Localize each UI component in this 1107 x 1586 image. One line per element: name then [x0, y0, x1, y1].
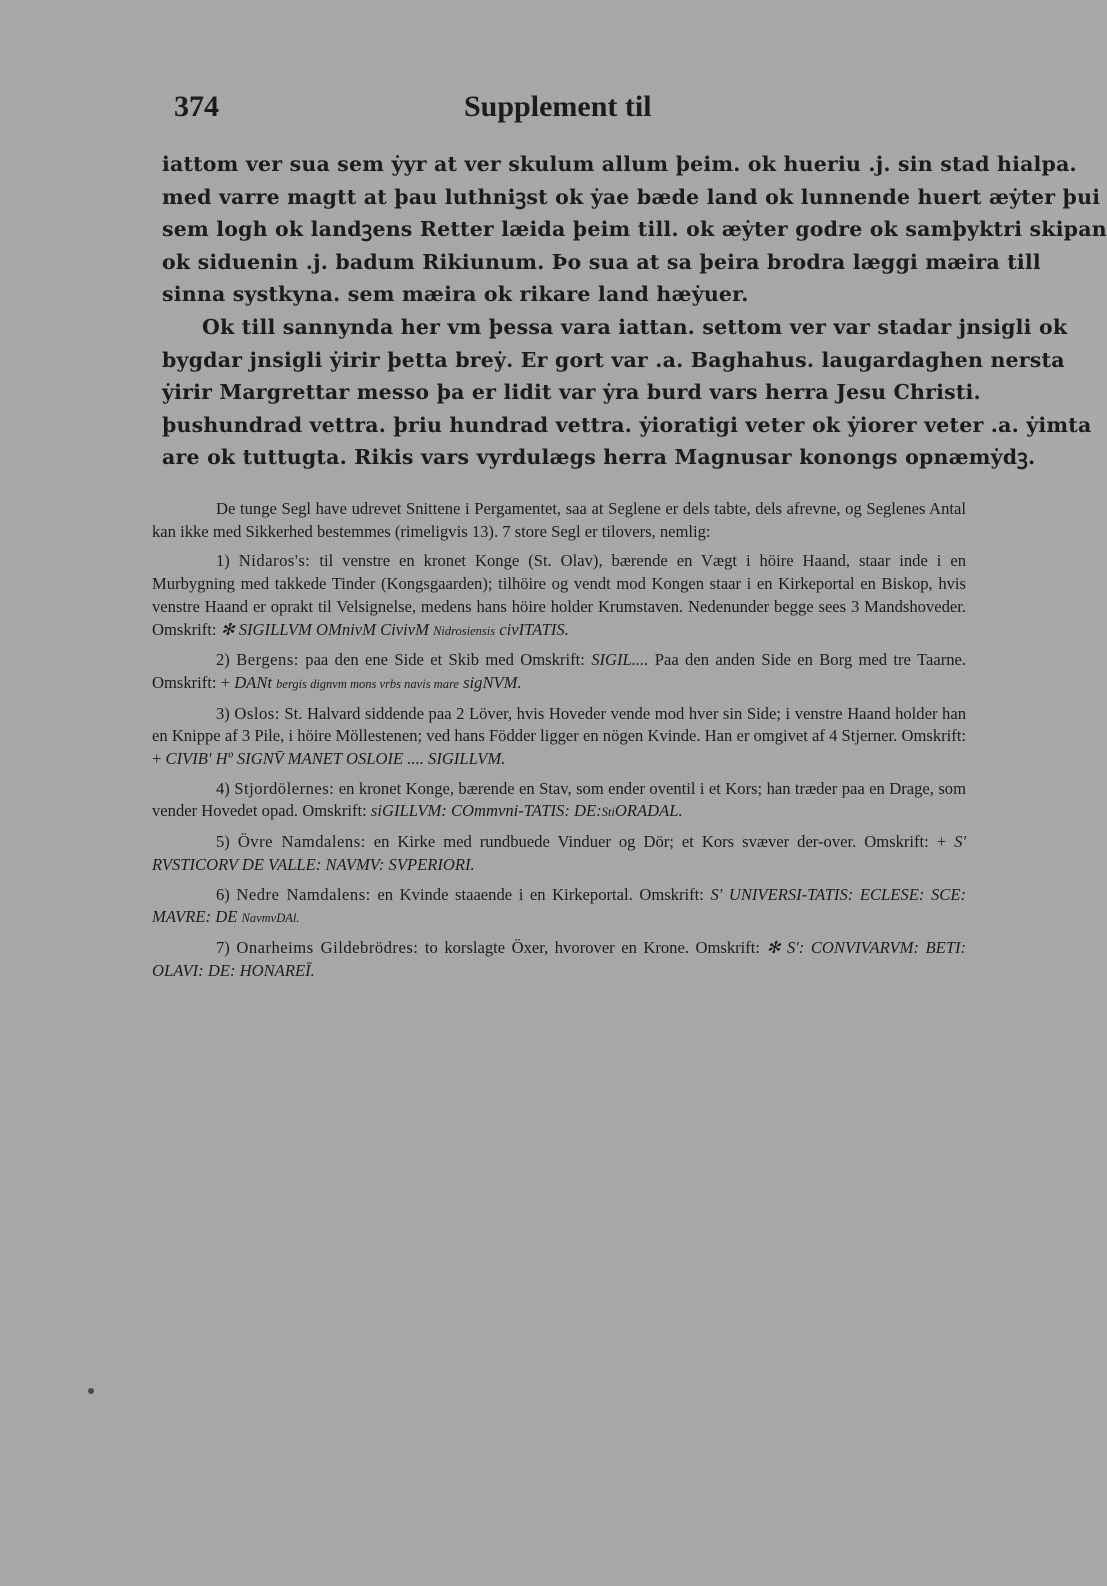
page-header — [162, 82, 962, 130]
seal-inscription: ✻ S': CONVIVARVM: BETI: OLAVI: DE: HONAREĪ. — [152, 937, 967, 980]
seal-description: St. Halvard siddende paa 2 Löver, hvis Hoveder vende mod hver sin Side; i venstre Haand holder han en Knippe af 3 Pile, i höire Möllestenen; ved hans Födder ligger en nögen Kvinde. Han er omgivet af 4 Stjerner. Omskrift: + — [152, 703, 966, 769]
seal-inscription: ✻ SIGILLVM OMnivM CivivM — [220, 619, 429, 639]
seal-description: til venstre en kronet Konge (St. Olav), bærende en Vægt i höire Haand, staar inde i en Murbygning med takkede Tinder (Kongsgaarden); tilhöire og vendt mod Kongen staar i en Kirkeportal en Biskop, hvis venstre Haand er oprakt til Velsignelse, medens hans höire holder Krumstaven. Nedenunder begge sees 3 Mandshoveder. Omskrift: — [152, 551, 966, 639]
commentary-intro: De tunge Segl have udrevet Snittene i Pergamentet, saa at Seglene er dels tabte, dels afrevne, og Seglenes Antal kan ikke med Sikkerhed bestemmes (rimeligvis 13). 7 store Segl er tilovers, nemlig: — [152, 499, 966, 541]
seal-name: Onarheims Gildebrödres: — [236, 937, 419, 957]
seal-description: en kronet Konge, bærende en Stav, som ender oventil i et Kors; han træder paa en Drage, som vender Hovedet opad. Omskrift: — [152, 778, 966, 821]
charter-line: med varre magtt at þau luthniꝫst ok ẏae bæde land ok lunnende huert æẏter þui — [162, 184, 1101, 209]
seal-number: 5) — [216, 832, 230, 852]
seal-commentary — [152, 498, 966, 982]
seal-inscription: civITATIS. — [499, 619, 569, 639]
seal-number: 6) — [216, 884, 230, 904]
seal-description: en Kirke med rundbuede Vinduer og Dör; et Kors svæver der-over. Omskrift: + — [373, 832, 947, 852]
running-title: Supplement til — [464, 90, 652, 123]
charter-line: sinna systkyna. sem mæira ok rikare land hæẏuer. — [162, 282, 749, 307]
charter-line: ẏirir Margrettar messo þa er lidit var ẏra burd vars herra Jesu Christi. — [162, 380, 981, 405]
seal-inscription: S' UNIVERSI-TATIS: ECLESE: SCE: MAVRE: DE — [152, 884, 966, 927]
seal-number: 7) — [216, 937, 230, 957]
seal-number: 2) — [216, 650, 230, 670]
seal-description: to korslagte Öxer, hvorover en Krone. Omskrift: — [424, 937, 761, 957]
charter-line: Ok till sannynda her vm þessa vara iattan. settom ver var stadar jnsigli ok — [202, 314, 1068, 339]
seal-name: Stjordölernes: — [234, 778, 335, 798]
seal-description: en Kvinde staaende i en Kirkeportal. Omskrift: — [377, 884, 704, 904]
seal-name: Nedre Namdalens: — [236, 884, 371, 904]
seal-description: Paa den anden Side en Borg med tre Taarne. Omskrift: + — [152, 650, 967, 692]
ink-spot — [88, 1388, 94, 1394]
charter-line: sem logh ok landꝫens Retter læida þeim till. ok æẏter godre ok samþyktri skipan — [162, 217, 1107, 242]
seal-number: 4) — [216, 778, 230, 798]
seal-entry-bergen — [152, 649, 966, 695]
page-number: 374 — [174, 90, 219, 123]
seal-inscription: sigNVM. — [463, 672, 522, 692]
charter-line: þushundrad vettra. þriu hundrad vettra. ẏioratigi veter ok ẏiorer veter .a. ẏimta — [162, 412, 1092, 437]
charter-text — [162, 148, 1107, 474]
seal-entry-nidaros — [152, 550, 966, 642]
seal-inscription: ORADAL. — [614, 801, 683, 821]
seal-inscription: siGILLVM: COmmvni-TATIS: DE: — [370, 801, 602, 821]
seal-number: 3) — [216, 703, 230, 723]
seal-entry-oslo — [152, 703, 966, 771]
charter-line: ok siduenin .j. badum Rikiunum. Þo sua at sa þeira brodra læggi mæira till — [162, 249, 1041, 274]
seal-name: Övre Namdalens: — [237, 832, 366, 852]
charter-line: bygdar jnsigli ẏirir þetta breẏ. Er gort var .a. Baghahus. laugardaghen nersta — [162, 347, 1065, 372]
seal-entry-stjordal — [152, 778, 966, 824]
seal-inscription-small: NavmvDAl. — [241, 911, 300, 926]
seal-inscription-small: Nidrosiensis — [433, 623, 496, 638]
charter-line: iattom ver sua sem ẏyr at ver skulum allum þeim. ok hueriu .j. sin stad hialpa. — [162, 152, 1077, 176]
seal-inscription-small: Sti — [601, 805, 615, 820]
seal-inscription: SIGIL.... — [591, 650, 649, 670]
seal-entry-nedre-namdal — [152, 884, 966, 930]
seal-number: 1) — [216, 551, 230, 571]
seal-inscription: CIVIB' Hº SIGNV̄ MANET OSLOIE .... SIGILLVM. — [165, 749, 506, 769]
seal-inscription: S' RVSTICORV DE VALLE: NAVMV: SVPERIORI. — [152, 832, 966, 874]
seal-inscription: DANt — [234, 672, 273, 692]
seal-inscription-small: bergis dignvm mons vrbs navis mare — [276, 676, 459, 691]
seal-name: Bergens: — [236, 650, 299, 670]
seal-entry-ovre-namdal — [152, 831, 966, 876]
seal-entry-onarheim — [152, 937, 966, 982]
seal-name: Nidaros's: — [238, 551, 311, 571]
charter-line: are ok tuttugta. Rikis vars vyrdulægs herra Magnusar konongs opnæmẏdꝫ. — [162, 445, 1036, 470]
seal-name: Oslos: — [234, 703, 280, 723]
seal-description: paa den ene Side et Skib med Omskrift: — [305, 650, 585, 670]
